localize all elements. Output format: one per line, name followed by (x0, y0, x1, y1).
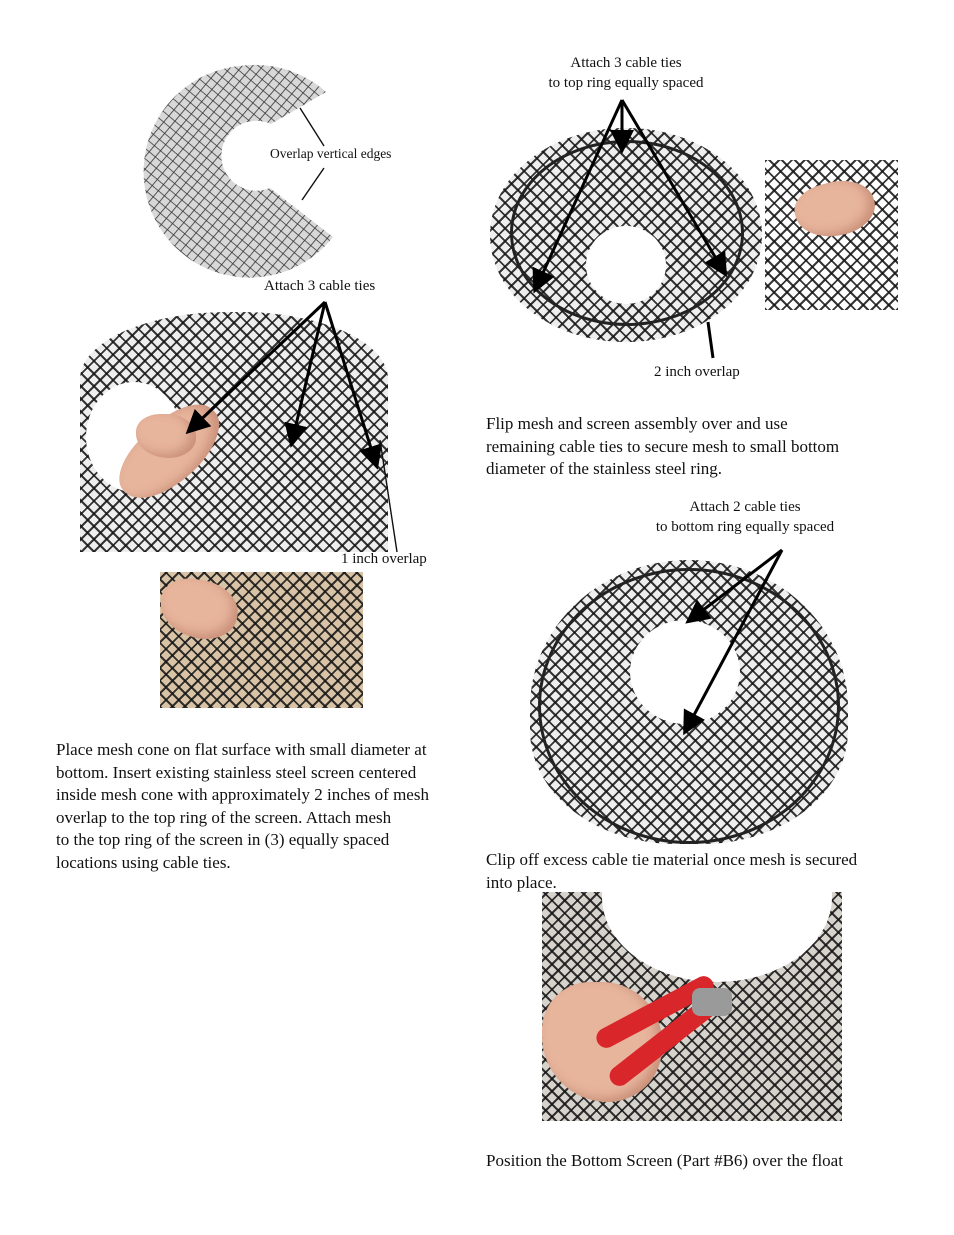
overlap-vertical-edges-caption: Overlap vertical edges (270, 146, 392, 161)
top-ring-arrows (510, 90, 770, 390)
attach-ties-arrows (180, 290, 440, 570)
attach-3-ties-top-ring-caption: Attach 3 cable ties to top ring equally spaced (548, 55, 704, 91)
cable-tie-closeup-photo (160, 572, 363, 708)
position-bottom-screen-instructions: Position the Bottom Screen (Part #B6) over the float (486, 1151, 843, 1170)
cutting-cable-tie-photo (542, 892, 842, 1121)
bottom-ring-arrows (670, 540, 810, 740)
clip-off-instructions: Clip off excess cable tie material once mesh is secured into place. (486, 850, 858, 892)
attach-2-ties-bottom-ring-caption: Attach 2 cable ties to bottom ring equally spaced (655, 499, 835, 535)
two-inch-overlap-caption: 2 inch overlap (654, 364, 740, 380)
hand-tie-closeup-photo (765, 160, 898, 310)
place-mesh-instructions: Place mesh cone on flat surface with small diameter at bottom. Insert existing stainless steel screen centered inside mesh cone with approximately 2 inches of mesh overlap to the top ring of the screen. Attach mesh to the top ring of the screen in (3) equally spaced locations using cable ties. (56, 740, 429, 872)
one-inch-overlap-caption: 1 inch overlap (341, 551, 427, 567)
flip-mesh-instructions: Flip mesh and screen assembly over and use remaining cable ties to secure mesh to small bottom diameter of the stainless steel ring. (486, 414, 840, 478)
attach-3-cable-ties-caption: Attach 3 cable ties (264, 278, 376, 294)
